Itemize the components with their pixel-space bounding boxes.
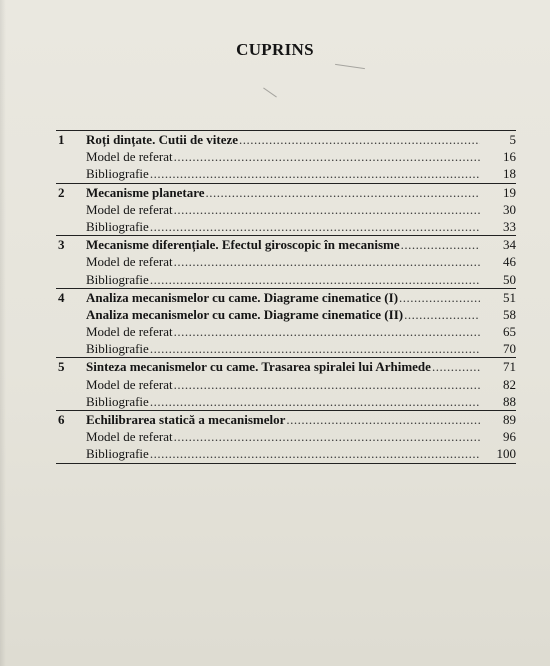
toc-entry-text: Sinteza mecanismelor cu came. Trasarea spiralei lui Arhimede	[86, 359, 431, 375]
toc-chapter-number: 6	[58, 412, 65, 427]
toc-entry-row	[56, 271, 516, 288]
toc-chapter-row	[56, 131, 516, 148]
toc-entry-text: Bibliografie	[86, 218, 149, 234]
toc-entry-row	[56, 218, 516, 235]
dot-leader	[205, 184, 480, 201]
toc-entry-row	[56, 253, 516, 270]
toc-page-number: 71	[503, 359, 516, 375]
toc-chapter-group	[56, 183, 516, 237]
toc-page-number: 5	[509, 132, 516, 147]
toc-chapter-group	[56, 235, 516, 289]
toc-chapter-group	[56, 357, 516, 411]
toc-entry-label	[86, 218, 480, 235]
toc-entry-text: Bibliografie	[86, 271, 149, 287]
dot-leader	[400, 236, 480, 253]
toc-entry-row	[56, 165, 516, 182]
toc-entry-label	[86, 184, 480, 201]
toc-entry-text: Model de referat	[86, 149, 173, 165]
toc-chapter-number: 1	[58, 132, 65, 147]
toc-entry-text: Bibliografie	[86, 166, 149, 182]
dot-leader	[285, 411, 480, 428]
toc-page-number: 89	[503, 412, 516, 427]
toc-entry-label	[86, 306, 480, 323]
toc-chapter-row	[56, 236, 516, 253]
toc-chapter-row	[56, 411, 516, 428]
toc-chapter-number: 2	[58, 184, 65, 200]
toc-entry-text: Model de referat	[86, 324, 173, 340]
toc-page-number: 18	[503, 166, 516, 182]
dot-leader	[173, 201, 480, 218]
dot-leader	[149, 218, 480, 235]
toc-chapter-row	[56, 184, 516, 201]
toc-chapter-number: 4	[58, 289, 65, 305]
dot-leader	[149, 393, 480, 410]
toc-page-number: 82	[503, 376, 516, 392]
toc-page-number: 34	[503, 237, 516, 253]
page-title: CUPRINS	[236, 40, 314, 59]
toc-entry-text: Mecanisme diferențiale. Efectul giroscopic în mecanisme	[86, 237, 400, 253]
toc-page-number: 16	[503, 149, 516, 165]
dot-leader	[173, 253, 480, 270]
dot-leader	[173, 376, 480, 393]
toc-page-number: 46	[503, 254, 516, 270]
dot-leader	[173, 428, 480, 445]
toc-page-number: 88	[503, 393, 516, 409]
toc-entry-row	[56, 148, 516, 165]
toc-entry-label	[86, 165, 480, 182]
toc-page-number: 65	[503, 324, 516, 340]
toc-chapter-row	[56, 358, 516, 375]
toc-entry-text: Analiza mecanismelor cu came. Diagrame cinematice (I)	[86, 289, 399, 305]
toc-entry-label	[86, 201, 480, 218]
toc-entry-label	[86, 148, 480, 165]
dot-leader	[149, 271, 480, 288]
toc-entry-label	[86, 411, 480, 428]
toc-entry-text: Analiza mecanismelor cu came. Diagrame cinematice (II)	[86, 306, 404, 322]
toc-entry-text: Bibliografie	[86, 446, 149, 462]
toc-chapter-number: 5	[58, 359, 65, 375]
toc-entry-row	[56, 340, 516, 357]
toc-entry-label	[86, 445, 480, 462]
toc-page-number: 50	[503, 271, 516, 287]
toc-entry-row	[56, 393, 516, 410]
toc-entry-text: Model de referat	[86, 429, 173, 445]
toc-entry-text: Model de referat	[86, 201, 173, 217]
toc-page-number: 51	[503, 289, 516, 305]
bleed-through-mark	[335, 64, 365, 69]
toc-entry-text: Roți dințate. Cutii de viteze	[86, 132, 239, 147]
toc-entry-text: Model de referat	[86, 254, 173, 270]
toc-chapter-row	[56, 289, 516, 306]
toc-entry-label	[86, 323, 480, 340]
dot-leader	[149, 445, 480, 462]
toc-page-number: 58	[503, 306, 516, 322]
toc-chapter-group	[56, 410, 516, 464]
toc-entry-label	[86, 271, 480, 288]
toc-page-number: 30	[503, 201, 516, 217]
toc-entry-label	[86, 289, 480, 306]
dot-leader	[398, 289, 480, 306]
toc-entry-label	[86, 236, 480, 253]
toc-page-number: 19	[503, 184, 516, 200]
toc-entry-row	[56, 376, 516, 393]
toc-entry-row	[56, 428, 516, 445]
page-edge-shadow	[0, 0, 6, 666]
toc-entry-label	[86, 253, 480, 270]
toc-entry-text: Mecanisme planetare	[86, 184, 205, 200]
dot-leader	[173, 148, 480, 165]
toc-page-number: 70	[503, 341, 516, 357]
toc-page-number: 96	[503, 429, 516, 445]
toc-entry-row	[56, 201, 516, 218]
toc-entry-label	[86, 131, 480, 148]
dot-leader	[173, 323, 480, 340]
toc-entry-text: Bibliografie	[86, 393, 149, 409]
toc-entry-row	[56, 323, 516, 340]
bleed-through-mark	[263, 88, 277, 98]
toc-page-number: 100	[496, 446, 516, 462]
toc-entry-label	[86, 376, 480, 393]
toc-entry-text: Echilibrarea statică a mecanismelor	[86, 412, 286, 427]
toc-chapter-group	[56, 288, 516, 359]
toc-chapter-number: 3	[58, 237, 65, 253]
dot-leader	[149, 340, 480, 357]
toc-entry-text: Bibliografie	[86, 341, 149, 357]
toc-chapter-group	[56, 130, 516, 184]
table-of-contents	[56, 131, 516, 464]
dot-leader	[403, 306, 480, 323]
toc-entry-text: Model de referat	[86, 376, 173, 392]
toc-entry-label	[86, 340, 480, 357]
toc-entry-label	[86, 393, 480, 410]
dot-leader	[238, 131, 480, 148]
dot-leader	[149, 165, 480, 182]
toc-page-number: 33	[503, 218, 516, 234]
dot-leader	[431, 358, 480, 375]
toc-entry-label	[86, 428, 480, 445]
toc-entry-row	[56, 445, 516, 462]
toc-entry-label	[86, 358, 480, 375]
toc-chapter-row	[56, 306, 516, 323]
